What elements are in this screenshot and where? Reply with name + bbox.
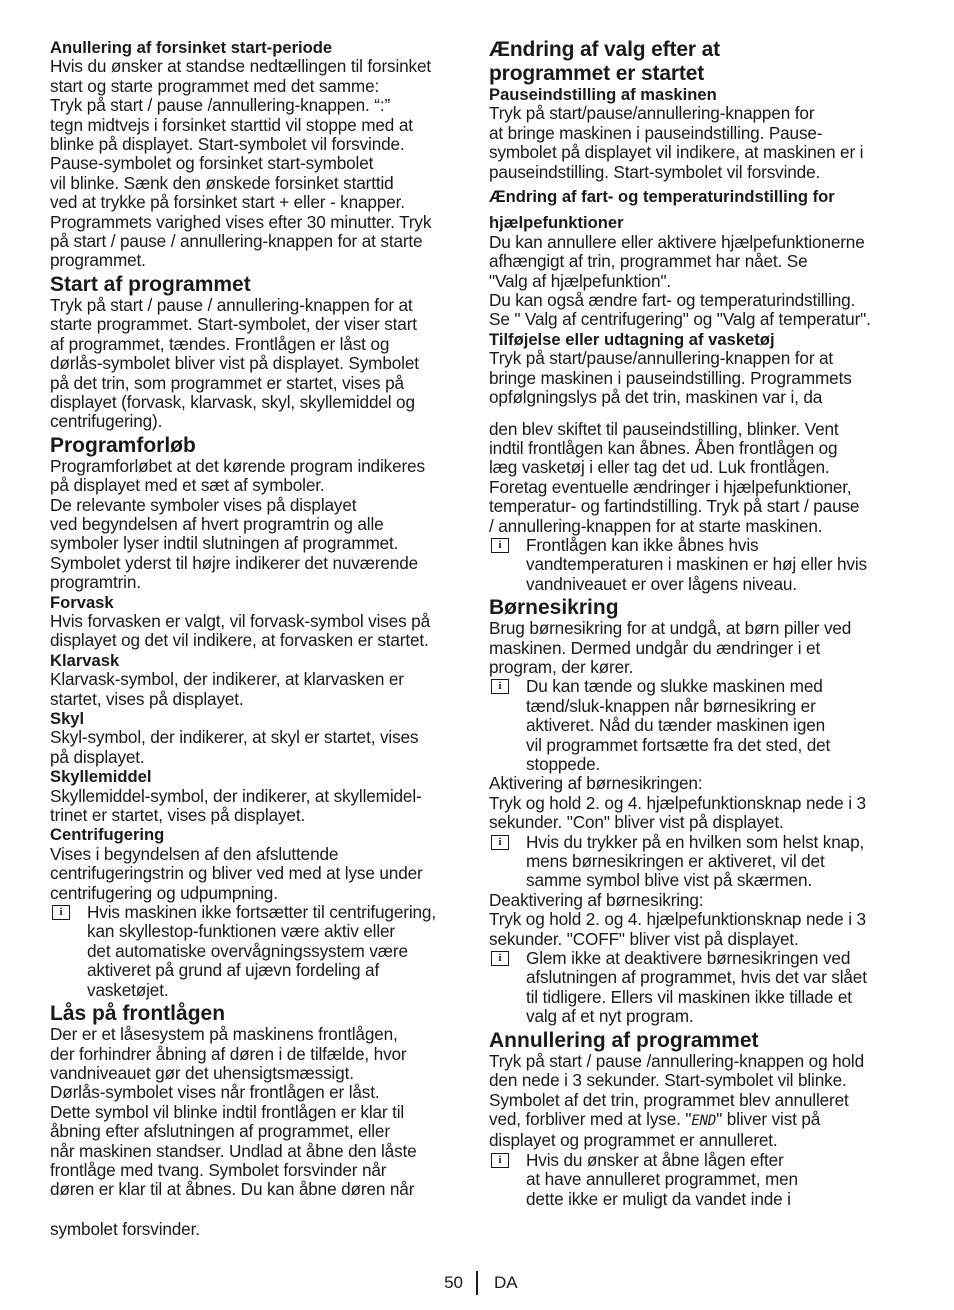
text-line: Tryk på start/pause/annullering-knappen for at — [489, 348, 834, 369]
cancel-end-line — [489, 1110, 909, 1131]
child-lock-deactivate-text — [489, 891, 909, 949]
page-footer — [0, 1271, 954, 1295]
door-lock-text — [50, 1025, 468, 1200]
text-line: trinet er startet, vises på displayet. — [50, 805, 306, 826]
text-line: Pause-symbolet og forsinket start-symbolet — [50, 153, 374, 174]
text-line: opfølgningslys på det trin, maskinen var i, da — [489, 387, 823, 408]
page-number: 50 — [444, 1273, 463, 1292]
text-line: Foretag eventuelle ændringer i hjælpefunktioner, — [489, 476, 852, 497]
text-line: ved at trykke på forsinket start + eller - knapper. — [50, 192, 405, 213]
text-line: læg vasketøj i eller tag det ud. Luk frontlågen. — [489, 457, 830, 478]
child-lock-activate-text — [489, 774, 909, 832]
text-line: vasketøjet. — [87, 979, 169, 1000]
text-line: start og starte programmet med det samme: — [50, 75, 380, 96]
info-icon: i — [491, 951, 509, 966]
text-line: Dette symbol vil blinke indtil frontlågen er klar til — [50, 1101, 405, 1122]
text-line: Tryk og hold 2. og 4. hjælpefunktionsknap nede i 3 — [489, 792, 866, 813]
subtitle-speed-temp-cont: hjælpefunktioner — [489, 213, 624, 233]
text-line: der forhindrer åbning af døren i de tilfælde, hvor — [50, 1043, 407, 1064]
text-line: vandniveauet gør det uhensigtsmæssigt. — [50, 1062, 354, 1083]
delay-cancel-text — [50, 57, 468, 270]
text-line: Aktivering af børnesikringen: — [489, 773, 703, 794]
text-line: De relevante symboler vises på displayet — [50, 494, 357, 515]
subtitle-laundry: Tilføjelse eller udtagning af vasketøj — [489, 329, 775, 349]
text-line: Symbolet yderst til højre indikerer det nuværende — [50, 552, 419, 573]
skyllemiddel-text — [50, 787, 468, 826]
speed-temp-text — [489, 233, 909, 330]
text-line: Deaktivering af børnesikring: — [489, 889, 704, 910]
text-line: programmet. — [50, 250, 146, 271]
footer-divider — [476, 1271, 478, 1295]
text-line: på displayet med et sæt af symboler. — [50, 475, 325, 496]
text-line: "Valg af hjælpefunktion". — [489, 270, 672, 291]
cancel-program-text — [489, 1052, 909, 1110]
language-code: DA — [494, 1273, 518, 1292]
text-line: til tidligere. Ellers vil maskinen ikke tillade et — [526, 986, 852, 1007]
note-child-lock-buttons — [489, 833, 909, 891]
text-line: displayet og det vil indikere, at forvasken er startet. — [50, 630, 429, 651]
forvask-text — [50, 612, 468, 651]
note-child-lock-deactivate — [489, 949, 909, 1027]
section-title-child-lock: Børnesikring — [489, 596, 619, 620]
text-line: sekunder. "Con" bliver vist på displayet. — [489, 812, 784, 833]
subtitle-speed-temp: Ændring af fart- og temperaturindstilling for — [489, 187, 835, 207]
note-text — [87, 903, 468, 1000]
info-icon: i — [52, 905, 70, 920]
text-line: Hvis maskinen ikke fortsætter til centrifugering, — [87, 902, 436, 923]
text-line: / annullering-knappen for at starte maskinen. — [489, 515, 823, 536]
text-line: vil programmet fortsætte fra det sted, det — [526, 734, 831, 755]
text-line: Brug børnesikring for at undgå, at børn piller ved — [489, 618, 852, 639]
cancel-last-line: displayet og programmet er annulleret. — [489, 1130, 778, 1151]
pause-text — [489, 104, 909, 182]
text-line: Vises i begyndelsen af den afsluttende — [50, 843, 339, 864]
note-cancel-door — [489, 1151, 909, 1209]
door-lock-last-line: symbolet forsvinder. — [50, 1218, 200, 1239]
text-line: vil blinke. Sænk den ønskede forsinket starttid — [50, 172, 394, 193]
subtitle-pause: Pauseindstilling af maskinen — [489, 85, 717, 104]
subtitle-forvask: Forvask — [50, 592, 114, 612]
text-line: den nede i 3 sekunder. Start-symbolet vil blinke. — [489, 1070, 847, 1091]
text-line: Tryk på start/pause/annullering-knappen for — [489, 103, 815, 124]
laundry-text-b — [489, 420, 909, 536]
klarvask-text — [50, 670, 468, 709]
text-line: vandtemperaturen i maskinen er høj eller hvis — [526, 554, 867, 575]
text-line: det automatiske overvågningssystem være — [87, 940, 408, 961]
text-line: centrifugering og udpumpning. — [50, 882, 278, 903]
text-line: temperatur- og fartindstilling. Tryk på start / pause — [489, 496, 860, 517]
text-line: Hvis forvasken er valgt, vil forvask-symbol vises på — [50, 610, 430, 631]
text-line: samme symbol blive vist på skærmen. — [526, 870, 813, 891]
left-column — [50, 38, 468, 1239]
text-line: åbning efter afslutningen af programmet, eller — [50, 1121, 390, 1142]
text-line: Skyl-symbol, der indikerer, at skyl er startet, vises — [50, 727, 419, 748]
text-line: Du kan også ændre fart- og temperaturindstilling. — [489, 290, 856, 311]
section-title-cancel-program: Annullering af programmet — [489, 1028, 759, 1052]
text-line: blinke på displayet. Start-symbolet vil forsvinde. — [50, 134, 405, 155]
skyl-text — [50, 728, 468, 767]
text-line: aktiveret. Nåd du tænder maskinen igen — [526, 715, 826, 736]
text-line: ved begyndelsen af hvert programtrin og alle — [50, 513, 384, 534]
section-title-door-lock: Lås på frontlågen — [50, 1002, 226, 1026]
text-line: af programmet, tændes. Frontlågen er låst og — [50, 333, 390, 354]
text-line: frontlåge med tvang. Symbolet forsvinder når — [50, 1159, 387, 1180]
text-line: den blev skiftet til pauseindstilling, blinker. Vent — [489, 418, 839, 439]
text-line: mens børnesikringen er aktiveret, vil det — [526, 851, 825, 872]
text-line: på start / pause / annullering-knappen for at starte — [50, 231, 423, 252]
text-line: Frontlågen kan ikke åbnes hvis — [526, 534, 759, 555]
text-line: aktiveret på grund af ujævn fordeling af — [87, 960, 380, 981]
text-line: displayet (forvask, klarvask, skyl, skyllemiddel og — [50, 391, 415, 412]
main-heading — [489, 38, 909, 85]
text-line: indtil frontlågen kan åbnes. Åben frontlågen og — [489, 437, 838, 458]
note-text — [526, 536, 909, 594]
text-line: program, der kører. — [489, 656, 634, 677]
text-line: Skyllemiddel-symbol, der indikerer, at skyllemidel- — [50, 785, 422, 806]
note-door — [489, 536, 909, 594]
child-lock-text — [489, 619, 909, 677]
text-line: Der er et låsesystem på maskinens frontlågen, — [50, 1024, 398, 1045]
text-line: døren er klar til at åbnes. Du kan åbne døren når — [50, 1179, 415, 1200]
text-line: valg af et nyt program. — [526, 1006, 694, 1027]
text-line: startet, vises på displayet. — [50, 688, 244, 709]
text-line: starte programmet. Start-symbolet, der viser start — [50, 314, 417, 335]
centrifugering-text — [50, 845, 468, 903]
note-text — [526, 833, 909, 891]
info-icon: i — [491, 679, 509, 694]
text-line: Tryk på start / pause /annullering-knappen. “:” — [50, 95, 391, 116]
text-line: sekunder. "COFF" bliver vist på displayet. — [489, 928, 799, 949]
text-line: når maskinen standser. Undlad at åbne den låste — [50, 1140, 417, 1161]
text-line: Programforløbet at det kørende program indikeres — [50, 455, 425, 476]
subtitle-skyllemiddel: Skyllemiddel — [50, 767, 152, 787]
text-line: Symbolet af det trin, programmet blev annulleret — [489, 1089, 849, 1110]
text-line: Hvis du trykker på en hvilken som helst knap, — [526, 831, 865, 852]
text-line: kan skyllestop-funktionen være aktiv eller — [87, 921, 395, 942]
subtitle-skyl: Skyl — [50, 709, 85, 728]
text-line: Hvis du ønsker at åbne lågen efter — [526, 1149, 784, 1170]
text-line: afhængigt af trin, programmet har nået. Se — [489, 251, 808, 272]
text-line: Du kan tænde og slukke maskinen med — [526, 676, 823, 697]
text-line: Se " Valg af centrifugering" og "Valg af temperatur". — [489, 309, 871, 330]
text-line: symbolet på displayet vil indikere, at maskinen er i — [489, 142, 864, 163]
cancel-end-pre: ved, forbliver med at lyse. " — [489, 1108, 692, 1129]
info-icon: i — [491, 538, 509, 553]
text-line: centrifugering). — [50, 411, 163, 432]
text-line: dette ikke er muligt da vandet inde i — [526, 1188, 791, 1209]
info-icon: i — [491, 835, 509, 850]
text-line: tænd/sluk-knappen når børnesikring er — [526, 695, 816, 716]
text-line: tegn midtvejs i forsinket starttid vil stoppe med at — [50, 114, 413, 135]
text-line: programtrin. — [50, 572, 141, 593]
text-line: afslutningen af programmet, hvis det var slået — [526, 967, 867, 988]
text-line: Klarvask-symbol, der indikerer, at klarvasken er — [50, 669, 404, 690]
text-line: Dørlås-symbolet vises når frontlågen er låst. — [50, 1082, 380, 1103]
note-centrifugering — [50, 903, 468, 1000]
text-line: på det trin, som programmet er startet, vises på — [50, 372, 404, 393]
section-title-program-flow: Programforløb — [50, 433, 196, 457]
text-line: centrifugeringstrin og bliver ved med at lyse under — [50, 863, 423, 884]
text-line: Tryk på start / pause /annullering-knappen og hold — [489, 1050, 864, 1071]
text-line: symboler lyser indtil slutningen af programmet. — [50, 533, 399, 554]
subtitle-klarvask: Klarvask — [50, 650, 120, 670]
info-icon: i — [491, 1153, 509, 1168]
text-line: Tryk og hold 2. og 4. hjælpefunktionsknap nede i 3 — [489, 909, 866, 930]
text-line: at have annulleret programmet, men — [526, 1169, 798, 1190]
text-line: Programmets varighed vises efter 30 minutter. Tryk — [50, 211, 432, 232]
text-line: på displayet. — [50, 746, 145, 767]
subtitle-centrifugering: Centrifugering — [50, 825, 165, 845]
start-program-text — [50, 296, 468, 432]
text-line: Tryk på start / pause / annullering-knappen for at — [50, 294, 413, 315]
note-text — [526, 677, 909, 774]
text-line: vandniveauet er over lågens niveau. — [526, 573, 797, 594]
text-line: stoppede. — [526, 754, 601, 774]
note-text — [526, 949, 909, 1027]
text-line: bringe maskinen i pauseindstilling. Programmets — [489, 367, 852, 388]
section-title-delay-cancel: Anullering af forsinket start-periode — [50, 38, 333, 57]
main-heading-line: programmet er startet — [489, 61, 705, 85]
lcd-end-display-text: END — [691, 1112, 717, 1129]
program-flow-text — [50, 457, 468, 593]
text-line: pauseindstilling. Start-symbolet vil forsvinde. — [489, 161, 821, 182]
text-line: Hvis du ønsker at standse nedtællingen til forsinket — [50, 56, 432, 77]
text-line: maskinen. Dermed undgår du ændringer i et — [489, 637, 821, 658]
text-line: dørlås-symbolet bliver vist på displayet. Symbolet — [50, 353, 419, 374]
right-column — [489, 38, 909, 1209]
text-line: Glem ikke at deaktivere børnesikringen ved — [526, 948, 851, 969]
main-heading-line: Ændring af valg efter at — [489, 38, 720, 61]
section-title-start-program: Start af programmet — [50, 272, 251, 296]
text-line: Du kan annullere eller aktivere hjælpefunktionerne — [489, 231, 865, 252]
cancel-end-post: " bliver vist på — [716, 1108, 821, 1129]
text-line: at bringe maskinen i pauseindstilling. Pause- — [489, 122, 823, 143]
note-child-lock-power — [489, 677, 909, 774]
laundry-text-a — [489, 349, 909, 407]
note-text — [526, 1151, 909, 1209]
